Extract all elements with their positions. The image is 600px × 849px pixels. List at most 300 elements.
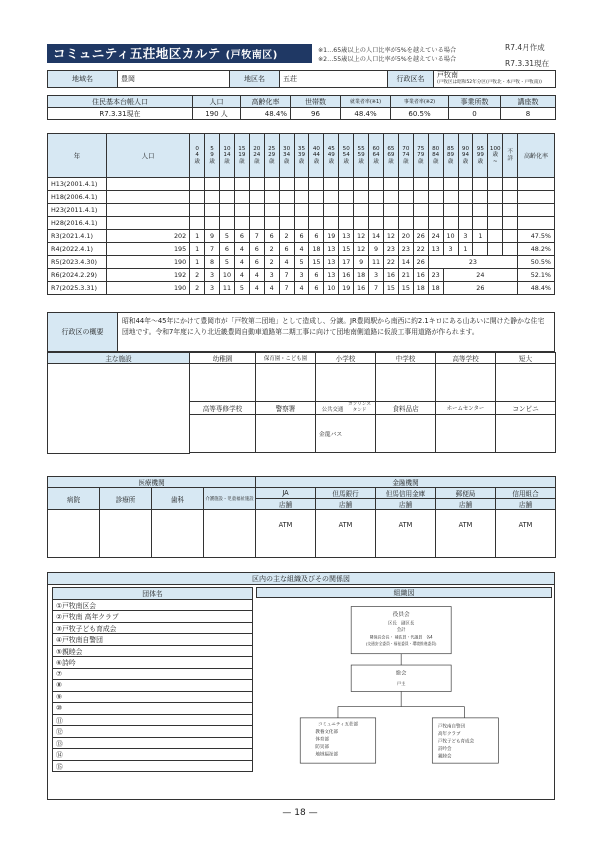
age-header-part: 不: [507, 149, 513, 155]
age-row-rate: [518, 204, 555, 217]
chart-mid-sub: 戸主: [396, 681, 406, 687]
org-name: ④戸牧南自警団: [53, 634, 253, 646]
age-cell: 23: [383, 243, 398, 256]
age-row-year: R4(2022.4.1): [48, 243, 107, 256]
age-cell: 11: [369, 256, 384, 269]
age-cell: [354, 191, 369, 204]
page-number: — 18 —: [282, 808, 318, 818]
list-item: [53, 622, 253, 634]
age-header-part: 歳: [462, 158, 469, 165]
age-cell: 16: [383, 269, 398, 282]
org-name: ⑪: [53, 714, 253, 726]
age-row-rate: [518, 217, 555, 230]
age-cell: [249, 204, 264, 217]
medical-col-1: 診療所: [100, 488, 152, 510]
age-header-3: [234, 134, 249, 178]
age-header-part: 80: [432, 145, 440, 152]
age-cell: [383, 191, 398, 204]
age-row-rate: [518, 191, 555, 204]
age-cell: [220, 217, 235, 230]
age-header-part: 歳: [328, 158, 335, 165]
admin-cell: [434, 71, 556, 88]
org-name: ⑬: [53, 737, 253, 749]
medical-col-2: 歯科: [152, 488, 204, 510]
age-cell: [264, 191, 279, 204]
org-title: 区内の主な組織及びその関係図: [48, 573, 554, 585]
age-cell: [413, 217, 428, 230]
age-header-part: 5: [210, 145, 214, 152]
age-header-part: 45: [327, 145, 335, 152]
age-row-rate: 47.5%: [518, 230, 555, 243]
age-cell: 24: [428, 230, 443, 243]
age-header-part: 詳: [507, 155, 513, 162]
age-header-part: 85: [446, 145, 455, 152]
age-cell: [324, 178, 339, 191]
age-cell: [309, 178, 324, 191]
medical-finance-table: [47, 476, 556, 558]
age-header-7: [294, 134, 309, 178]
age-cell: 12: [354, 243, 369, 256]
age-cell: [383, 178, 398, 191]
age-cell: 6: [309, 269, 324, 282]
age-header-part: 歳: [373, 158, 379, 165]
age-cell: [369, 217, 384, 230]
age-row-pop: [106, 191, 189, 204]
facility-cell: [496, 364, 556, 402]
age-cell: [220, 178, 235, 191]
pop-unit: 人: [220, 109, 228, 118]
organizations-box: [47, 572, 555, 800]
finance-org-4: 信用組合: [496, 488, 556, 499]
age-header-part: 100: [489, 145, 501, 152]
age-cell: 15: [309, 256, 324, 269]
age-header-part: 24: [253, 152, 261, 159]
age-header-part: 35: [297, 145, 306, 152]
pop-households: 96: [291, 108, 341, 120]
list-item: [53, 714, 253, 726]
age-cell: 5: [220, 230, 235, 243]
chart-box-mid: [351, 665, 451, 691]
facility-cell: [316, 364, 376, 402]
branch-3: 店舗: [436, 499, 496, 510]
finance-org-3: 郵便局: [436, 488, 496, 499]
chart-item-0: 戸牧南自警団: [437, 724, 466, 730]
age-cell: [234, 204, 249, 217]
age-cell: 18: [413, 282, 428, 295]
age-table: [47, 133, 555, 295]
age-cell: [443, 217, 458, 230]
pop-header-0: 住民基本台帳人口: [48, 96, 193, 108]
age-cell: [324, 204, 339, 217]
age-row-year: H18(2006.4.1): [48, 191, 107, 204]
org-col-chart: 組織図: [256, 587, 552, 598]
branch-4: 店舗: [496, 499, 556, 510]
age-header-part: 歳: [403, 158, 409, 165]
age-row-pop: [106, 217, 189, 230]
age-cell: 26: [413, 230, 428, 243]
facility2-header-2-3: [316, 402, 376, 415]
pop-header-6: 事業所数: [449, 96, 501, 108]
finance-org-2: 但馬信用金庫: [376, 488, 436, 499]
age-cell: 4: [279, 256, 294, 269]
pop-rate2: 60.5%: [391, 108, 449, 120]
age-cell: [503, 217, 518, 230]
facility-header-5: 高等学校: [436, 353, 496, 364]
age-header-part: 歳: [358, 158, 364, 165]
age-cell: [339, 191, 354, 204]
facility2-header-2: 公共交通: [321, 407, 344, 413]
age-header-part: 70: [402, 145, 410, 152]
age-header-part: 39: [297, 152, 306, 159]
age-cell: 19: [324, 230, 339, 243]
age-cell: [234, 217, 249, 230]
branch-0: 店舗: [256, 499, 316, 510]
chart-item-3: 詩吟会: [437, 746, 452, 752]
area-name-label: 地域名: [48, 71, 118, 88]
age-cell: 4: [234, 256, 249, 269]
facility-cell: [436, 415, 496, 453]
age-header-8: [309, 134, 324, 178]
finance-cell: [316, 530, 376, 558]
age-header-part: 10: [223, 145, 231, 152]
org-name: ⑥詩吟: [53, 657, 253, 669]
pop-count: 190: [205, 109, 219, 118]
age-cell: 3: [458, 230, 473, 243]
age-cell: 9: [205, 230, 220, 243]
finance-cell: [436, 510, 496, 520]
age-cell: [503, 204, 518, 217]
admin-label: 行政区名: [388, 71, 434, 88]
facility2-header-0: 高等専修学校: [190, 402, 256, 415]
pop-header-3: 世帯数: [291, 96, 341, 108]
chart-top-sub2: 会計: [396, 628, 406, 634]
facility-spacer: [190, 453, 556, 454]
chart-item-4: 親睦会: [437, 754, 452, 760]
list-item: [53, 726, 253, 738]
age-cell: 1: [190, 256, 205, 269]
chart-top: 役員会: [392, 611, 410, 618]
age-cell: 15: [398, 282, 413, 295]
age-cell: 2: [264, 243, 279, 256]
age-cell: 4: [294, 282, 309, 295]
branch-1: 店舗: [316, 499, 376, 510]
age-cell: [190, 191, 205, 204]
age-cell: [488, 191, 503, 204]
age-header-18: [458, 134, 473, 178]
age-cell: [279, 191, 294, 204]
age-cell: 4: [234, 243, 249, 256]
org-name: ⑨: [53, 691, 253, 703]
age-header-17: [443, 134, 458, 178]
age-cell: 10: [324, 282, 339, 295]
finance-org-1: 但馬銀行: [316, 488, 376, 499]
age-cell: 15: [339, 243, 354, 256]
chart-item-2: 防災部: [315, 745, 329, 751]
age-cell: [458, 191, 473, 204]
age-header-part: 0: [195, 145, 199, 152]
age-cell: 1: [473, 230, 488, 243]
age-cell: 15: [383, 282, 398, 295]
age-row-tail: 26: [443, 282, 518, 295]
atm-4: ATM: [496, 520, 556, 530]
age-cell: 2: [264, 256, 279, 269]
pop-header-7: 講座数: [501, 96, 556, 108]
age-cell: 6: [309, 230, 324, 243]
area-name: 豊岡: [118, 71, 230, 88]
table-row: [48, 217, 555, 230]
age-cell: [354, 204, 369, 217]
age-cell: 19: [339, 282, 354, 295]
age-cell: 13: [339, 230, 354, 243]
age-row-year: H13(2001.4.1): [48, 178, 107, 191]
age-cell: [413, 191, 428, 204]
age-cell: [458, 217, 473, 230]
org-name: ⑧: [53, 680, 253, 692]
pop-header-1: 人口: [193, 96, 241, 108]
age-header-part: 歳: [298, 158, 305, 165]
age-cell: [413, 178, 428, 191]
age-header-part: 歳: [492, 152, 499, 159]
age-cell: 8: [205, 256, 220, 269]
age-cell: [205, 204, 220, 217]
table-row: [48, 230, 555, 243]
age-header-part: 75: [417, 145, 425, 152]
age-row-tail: 24: [443, 269, 518, 282]
age-cell: [324, 191, 339, 204]
age-header-part: 歳: [239, 158, 245, 165]
age-header-1: [205, 134, 220, 178]
age-cell: 23: [428, 269, 443, 282]
chart-left-title: コミュニティ五荘部: [317, 722, 359, 728]
age-cell: 1: [190, 243, 205, 256]
age-cell: 16: [339, 269, 354, 282]
overview-text: 昭和44年～45年にかけて豊岡市が「戸牧第二団地」として造成し、分譲。JR豊岡駅から南西に約2.1キロにある山あいに開けた静かな住宅団地です。令和7年度に入り北近畿豊岡自動車道路第二期工事に向けて団地南側道路に仮設工事用道路が作られます。: [122, 317, 545, 336]
age-cell: 20: [398, 230, 413, 243]
age-cell: [205, 191, 220, 204]
facility-cell: [496, 415, 556, 453]
age-cell: [294, 217, 309, 230]
pop-header-5: 事業者率(※2): [391, 96, 449, 108]
facility-header-1: 幼稚園: [190, 353, 256, 364]
age-cell: [220, 204, 235, 217]
as-of-date: R7.3.31現在: [505, 59, 550, 68]
facility-cell: [376, 415, 436, 453]
population-table: [47, 95, 556, 120]
age-header-part: 95: [476, 145, 484, 152]
medical-cell: [204, 510, 256, 558]
age-header-4: [249, 134, 264, 178]
age-cell: [443, 204, 458, 217]
facility2-header-6: コンビニ: [496, 402, 556, 415]
table-row: [48, 191, 555, 204]
admin-detail: (戸牧区は昭和52年分区(戸牧北・本戸牧・戸牧南)): [437, 80, 542, 85]
org-name: ⑮: [53, 760, 253, 772]
pop-offices: 0: [449, 108, 501, 120]
list-item: [53, 645, 253, 657]
age-row-rate: 48.4%: [518, 282, 555, 295]
list-item: [53, 634, 253, 646]
list-item: [53, 749, 253, 761]
age-cell: [488, 178, 503, 191]
age-header-21: [503, 134, 518, 178]
age-header-part: 90: [461, 145, 470, 152]
finance-cell: [376, 510, 436, 520]
list-item: [53, 657, 253, 669]
age-header-part: 15: [238, 145, 246, 152]
age-row-pop: 190: [106, 256, 189, 269]
age-cell: 11: [220, 282, 235, 295]
age-row-year: R7(2025.3.31): [48, 282, 107, 295]
finance-cell: [496, 510, 556, 520]
chart-item-3: 地域福祉部: [315, 752, 338, 758]
age-cell: 4: [234, 269, 249, 282]
age-header-part: 歳: [432, 158, 439, 165]
age-cell: 4: [294, 243, 309, 256]
age-header-part: 歳: [388, 158, 394, 165]
age-header-part: 歳: [224, 158, 230, 165]
age-cell: 6: [309, 282, 324, 295]
age-cell: 2: [190, 269, 205, 282]
atm-2: ATM: [376, 520, 436, 530]
facility-header-2: 保育園・こども園: [256, 353, 316, 364]
age-header-part: 74: [402, 152, 410, 159]
note-2: ※2…55歳以上の人口比率が5%を越えている場合: [318, 56, 457, 63]
pop-header-2: 高齢化率: [241, 96, 291, 108]
age-cell: 2: [190, 282, 205, 295]
age-header-part: 4: [195, 152, 199, 159]
age-cell: [205, 217, 220, 230]
facility2-header-1: 警察署: [256, 402, 316, 415]
finance-label: 金融機関: [256, 477, 556, 488]
age-cell: 3: [369, 269, 384, 282]
age-cell: 1: [190, 230, 205, 243]
age-cell: [309, 191, 324, 204]
org-name: ①戸牧南区会: [53, 599, 253, 611]
org-name: ⑩: [53, 703, 253, 715]
age-header-part: 34: [283, 152, 291, 159]
age-cell: 3: [443, 243, 458, 256]
age-cell: 7: [279, 282, 294, 295]
age-row-pop: 202: [106, 230, 189, 243]
age-cell: 13: [428, 243, 443, 256]
atm-3: ATM: [436, 520, 496, 530]
age-cell: 18: [309, 243, 324, 256]
age-cell: 6: [264, 230, 279, 243]
finance-cell: [496, 530, 556, 558]
age-cell: 13: [324, 256, 339, 269]
age-cell: [473, 191, 488, 204]
list-item: [53, 599, 253, 611]
age-header-part: 49: [327, 152, 335, 159]
org-chart: [256, 599, 552, 799]
chart-top-sub3: 隣保長会長・ 補佐員・代議員 各4: [369, 634, 433, 640]
age-cell: 3: [294, 269, 309, 282]
facility-cell: [436, 364, 496, 402]
age-cell: 3: [205, 282, 220, 295]
age-cell: [339, 178, 354, 191]
medical-label: 医療機関: [48, 477, 256, 488]
age-cell: [398, 217, 413, 230]
age-cell: [234, 191, 249, 204]
org-name: ⑤親睦会: [53, 645, 253, 657]
age-header-part: 89: [446, 152, 455, 159]
info-table: [47, 70, 556, 88]
age-row-pop: [106, 204, 189, 217]
list-item: [53, 737, 253, 749]
age-cell: 10: [443, 230, 458, 243]
age-cell: [354, 178, 369, 191]
facility-header-4: 中学校: [376, 353, 436, 364]
age-cell: 6: [294, 230, 309, 243]
age-header-part: 19: [238, 152, 246, 159]
age-cell: [473, 204, 488, 217]
page-number-value: 18: [294, 808, 306, 818]
chart-top-sub4: (交通安全委員・福祉委員・環境推進委員): [365, 642, 437, 647]
age-cell: 3: [264, 269, 279, 282]
age-row-pop: 195: [106, 243, 189, 256]
age-cell: [458, 204, 473, 217]
overview-box: [47, 312, 555, 352]
finance-org-0: JA: [256, 488, 316, 499]
org-name: ⑦: [53, 668, 253, 680]
age-cell: [398, 178, 413, 191]
age-cell: [428, 178, 443, 191]
age-cell: 16: [354, 282, 369, 295]
created-date: R7.4月作成: [505, 43, 545, 52]
age-header-part: 9: [210, 152, 214, 159]
age-cell: [279, 204, 294, 217]
age-cell: [279, 178, 294, 191]
age-header-part: 歳: [417, 158, 424, 165]
age-cell: 22: [413, 243, 428, 256]
age-cell: [264, 217, 279, 230]
age-header-5: [264, 134, 279, 178]
facility-header-0: 主な施設: [48, 353, 190, 364]
age-row-rate: [518, 178, 555, 191]
age-cell: [488, 243, 503, 256]
age-header-part: 40: [312, 145, 320, 152]
finance-cell: [256, 530, 316, 558]
age-cell: [458, 178, 473, 191]
facilities-table: [47, 352, 556, 454]
age-cell: [369, 191, 384, 204]
note-1: ※1…65歳以上の人口比率が5%を越えている場合: [318, 47, 457, 54]
age-header-part: 54: [342, 152, 350, 159]
title-main: コミュニティ五荘地区カルテ: [53, 46, 221, 61]
age-cell: 7: [279, 269, 294, 282]
chart-item-0: 教養文化部: [315, 729, 338, 735]
age-year-header: 年: [48, 134, 107, 178]
age-header-part: 65: [387, 145, 395, 152]
age-cell: [443, 178, 458, 191]
age-cell: 22: [383, 256, 398, 269]
age-header-16: [428, 134, 443, 178]
admin-name: 戸牧南: [437, 71, 458, 79]
finance-cell: [436, 530, 496, 558]
age-header-part: ~: [492, 158, 498, 165]
age-header-part: 歳: [283, 158, 290, 165]
list-item: [53, 703, 253, 715]
age-cell: [413, 204, 428, 217]
district-name: 五荘: [280, 71, 388, 88]
age-header-part: 歳: [268, 158, 275, 165]
medical-col-3: 介護施設・児童福祉施設: [204, 488, 256, 510]
age-row-tail: 23: [428, 256, 517, 269]
table-row: [48, 204, 555, 217]
age-header-6: [279, 134, 294, 178]
age-cell: [473, 217, 488, 230]
age-rate-header: 高齢化率: [518, 134, 555, 178]
